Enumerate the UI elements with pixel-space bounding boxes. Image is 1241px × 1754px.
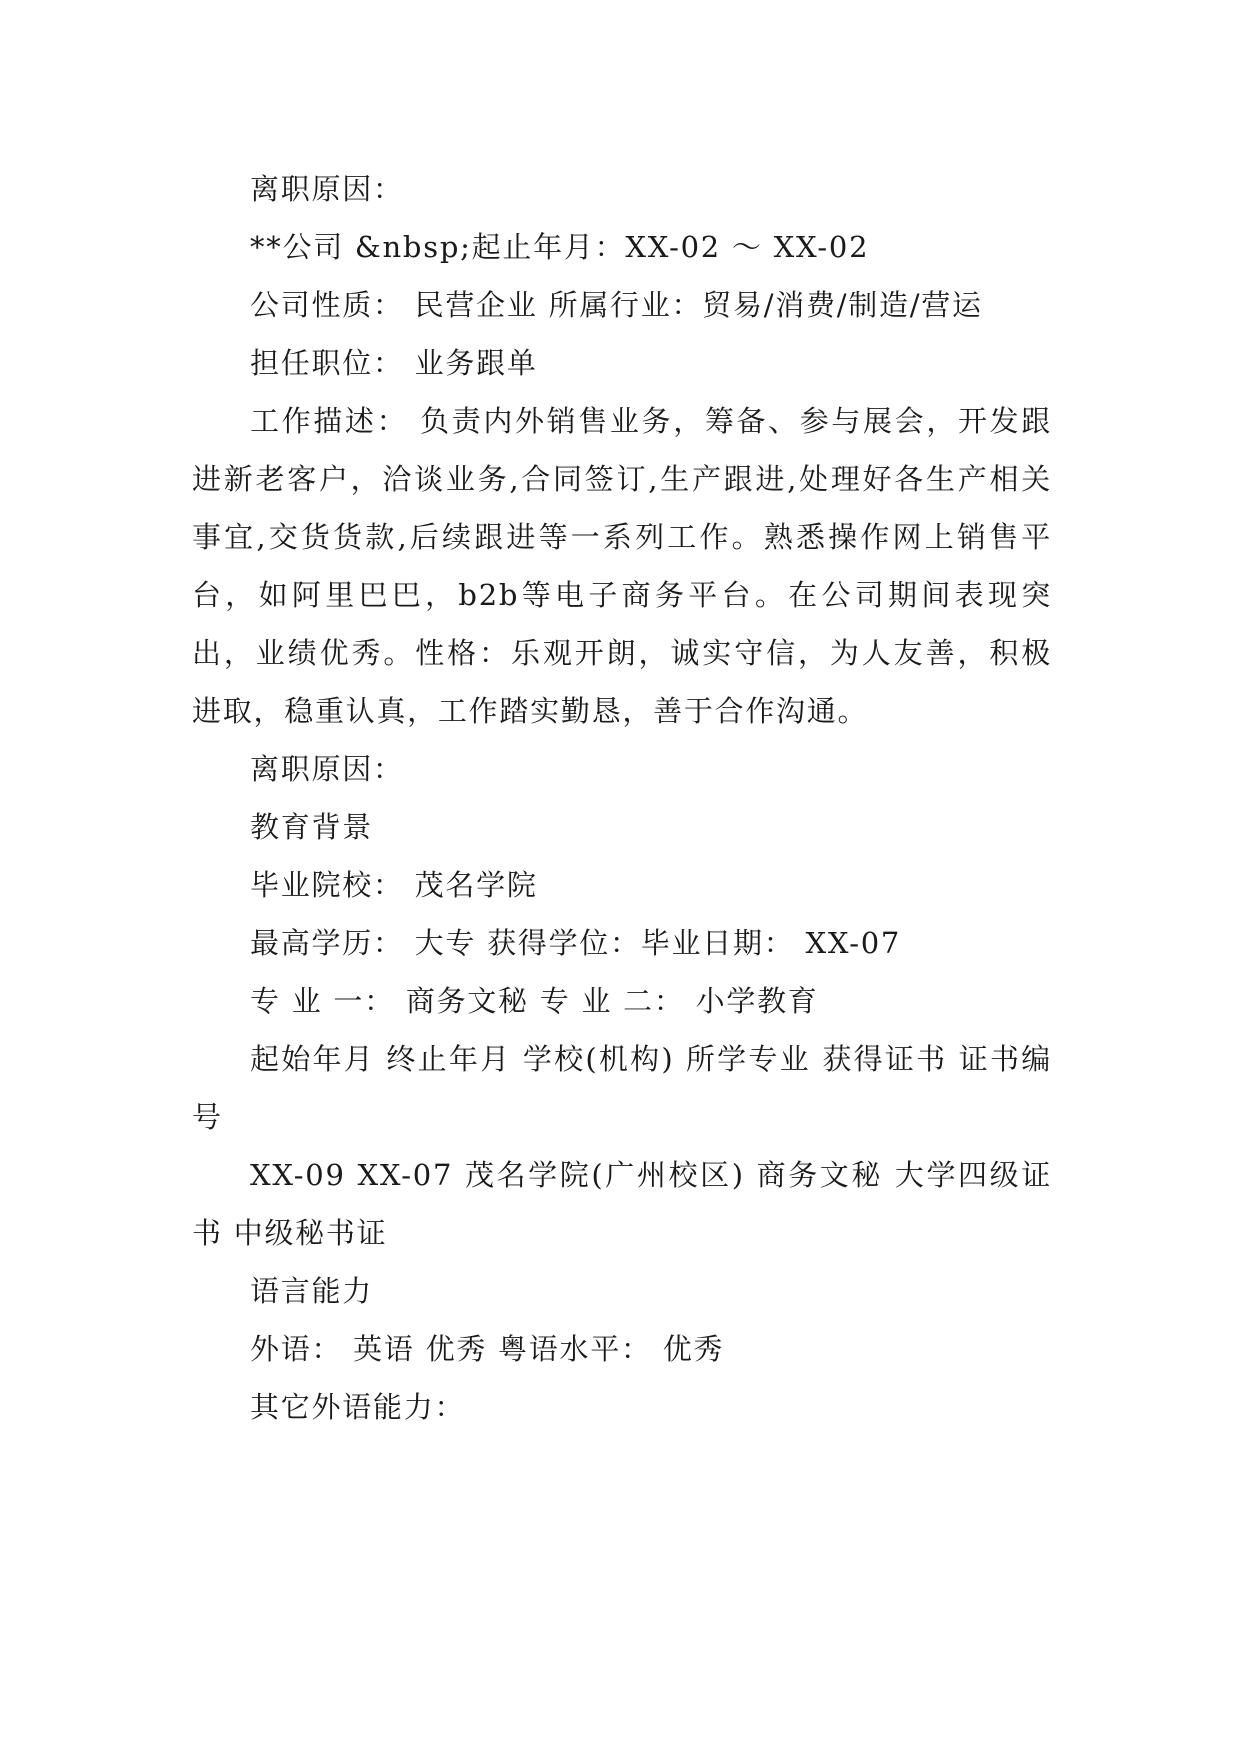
company-nature: 公司性质： 民营企业 所属行业：贸易/消费/制造/营运 <box>250 288 983 322</box>
education-heading: 教育背景 <box>250 810 373 844</box>
majors: 专 业 一： 商务文秘 专 业 二： 小学教育 <box>250 984 819 1018</box>
position-held: 担任职位： 业务跟单 <box>250 346 538 380</box>
document-body <box>192 160 1052 1436</box>
company-period: **公司 &nbsp;起止年月：XX-02 ～ XX-02 <box>250 230 870 264</box>
foreign-language: 外语： 英语 优秀 粤语水平： 优秀 <box>250 1332 725 1366</box>
other-languages: 其它外语能力： <box>250 1390 466 1424</box>
leave-reason-2: 离职原因： <box>250 752 404 786</box>
education-table-row: XX-09 XX-07 茂名学院(广州校区) 商务文秘 大学四级证书 中级秘书证 <box>192 1158 1052 1250</box>
education-table-header: 起始年月 终止年月 学校(机构) 所学专业 获得证书 证书编号 <box>192 1042 1052 1134</box>
job-description: 工作描述： 负责内外销售业务，筹备、参与展会，开发跟进新老客户，洽谈业务,合同签订,生产跟进,处理好各生产相关事宜,交货货款,后续跟进等一系列工作。熟悉操作网上销售平台，如阿里巴巴，b2b等电子商务平台。在公司期间表现突出，业绩优秀。性格：乐观开朗，诚实守信，为人友善，积极进取，稳重认真，工作踏实勤恳，善于合作沟通。 <box>192 404 1052 728</box>
language-heading: 语言能力 <box>250 1274 373 1308</box>
highest-degree: 最高学历： 大专 获得学位：毕业日期： XX-07 <box>250 926 902 960</box>
leave-reason-1: 离职原因： <box>250 172 404 206</box>
graduate-school: 毕业院校： 茂名学院 <box>250 868 538 902</box>
